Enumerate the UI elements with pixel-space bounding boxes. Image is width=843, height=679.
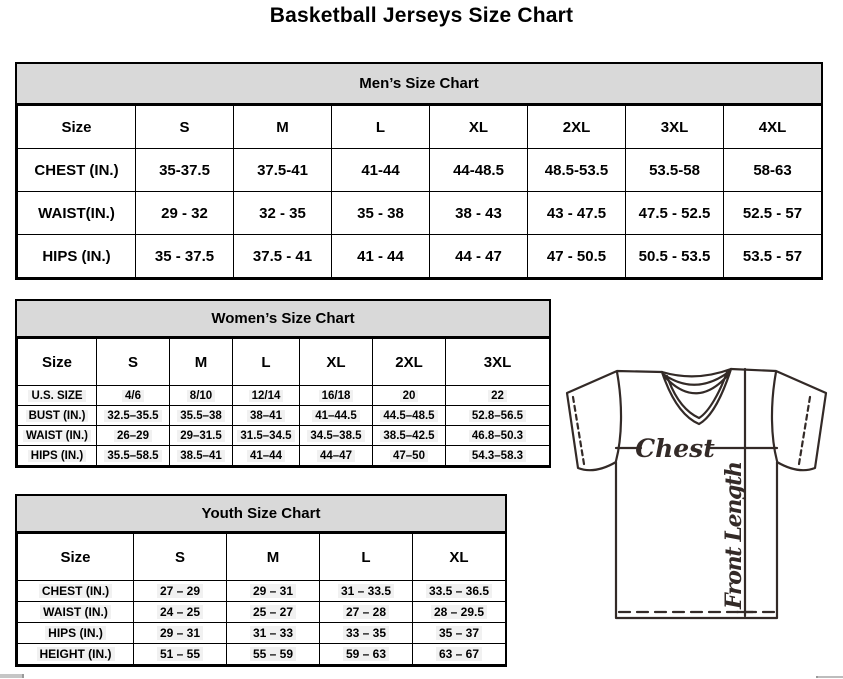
- size-column-header: S: [136, 106, 234, 149]
- measurement-row-label: WAIST (IN.): [18, 426, 97, 446]
- size-column-header: 2XL: [528, 106, 626, 149]
- size-value-cell: 31 – 33.5: [320, 581, 413, 602]
- size-value-cell: 32 - 35: [234, 192, 332, 235]
- size-value-cell: 35.5–38: [170, 406, 233, 426]
- size-value-cell: 33 – 35: [320, 623, 413, 644]
- size-value-cell: 51 – 55: [134, 644, 227, 665]
- size-value-cell: 16/18: [300, 386, 373, 406]
- size-value-cell: 59 – 63: [320, 644, 413, 665]
- size-column-header: M: [227, 534, 320, 581]
- size-value-cell: 44.5–48.5: [373, 406, 446, 426]
- size-value-cell: 47–50: [373, 446, 446, 466]
- size-value-cell: 8/10: [170, 386, 233, 406]
- size-value-cell: 37.5-41: [234, 149, 332, 192]
- measurement-row: [18, 426, 550, 446]
- size-column-header: 2XL: [373, 339, 446, 386]
- size-value-cell: 33.5 – 36.5: [413, 581, 506, 602]
- size-value-cell: 4/6: [97, 386, 170, 406]
- size-value-cell: 29 - 32: [136, 192, 234, 235]
- size-value-cell: 44-48.5: [430, 149, 528, 192]
- size-value-cell: 41 - 44: [332, 235, 430, 278]
- size-value-cell: 31 – 33: [227, 623, 320, 644]
- size-value-cell: 34.5–38.5: [300, 426, 373, 446]
- size-value-cell: 50.5 - 53.5: [626, 235, 724, 278]
- measurement-row-label: WAIST (IN.): [18, 602, 134, 623]
- size-value-cell: 29–31.5: [170, 426, 233, 446]
- size-column-header: L: [332, 106, 430, 149]
- size-value-cell: 35.5–58.5: [97, 446, 170, 466]
- size-value-cell: 38.5–41: [170, 446, 233, 466]
- size-column-header: L: [233, 339, 300, 386]
- size-column-header: S: [134, 534, 227, 581]
- size-value-cell: 20: [373, 386, 446, 406]
- size-value-cell: 52.8–56.5: [446, 406, 550, 426]
- size-column-header: M: [234, 106, 332, 149]
- size-column-header: M: [170, 339, 233, 386]
- size-value-cell: 32.5–35.5: [97, 406, 170, 426]
- size-value-cell: 35 - 38: [332, 192, 430, 235]
- size-column-header: XL: [430, 106, 528, 149]
- size-header-row: [18, 106, 822, 149]
- size-value-cell: 22: [446, 386, 550, 406]
- womens-table-title: Women’s Size Chart: [17, 301, 549, 338]
- measurement-row: [18, 602, 506, 623]
- mens-table-grid: [17, 105, 822, 278]
- size-value-cell: 54.3–58.3: [446, 446, 550, 466]
- collar-top-edge: [662, 369, 731, 376]
- size-value-cell: 12/14: [233, 386, 300, 406]
- measurement-row: [18, 192, 822, 235]
- size-value-cell: 29 – 31: [134, 623, 227, 644]
- size-value-cell: 53.5-58: [626, 149, 724, 192]
- page-title: Basketball Jerseys Size Chart: [269, 4, 574, 27]
- measurement-row: [18, 235, 822, 278]
- size-column-header: XL: [413, 534, 506, 581]
- front-length-label: Front Length: [721, 461, 747, 609]
- measurement-row: [18, 386, 550, 406]
- measurement-row: [18, 406, 550, 426]
- size-value-cell: 31.5–34.5: [233, 426, 300, 446]
- size-column-header: 4XL: [724, 106, 822, 149]
- size-value-cell: 41–44.5: [300, 406, 373, 426]
- left-cuff-dashed-line: [573, 397, 584, 464]
- size-value-cell: 48.5-53.5: [528, 149, 626, 192]
- size-column-header: L: [320, 534, 413, 581]
- youth-table-grid: [17, 533, 506, 665]
- measurement-row-label: CHEST (IN.): [18, 581, 134, 602]
- size-column-header: 3XL: [446, 339, 550, 386]
- size-value-cell: 53.5 - 57: [724, 235, 822, 278]
- size-value-cell: 44–47: [300, 446, 373, 466]
- measurement-row-label: HEIGHT (IN.): [18, 644, 134, 665]
- scrollbar-fragment-left: [0, 674, 24, 678]
- jersey-outline: [567, 369, 826, 618]
- measurement-row-label: U.S. SIZE: [18, 386, 97, 406]
- size-corner-header: Size: [18, 534, 134, 581]
- youth-size-chart: [15, 494, 507, 667]
- size-value-cell: 44 - 47: [430, 235, 528, 278]
- size-column-header: 3XL: [626, 106, 724, 149]
- size-corner-header: Size: [18, 106, 136, 149]
- mens-table-title: Men’s Size Chart: [17, 64, 821, 105]
- size-value-cell: 35 – 37: [413, 623, 506, 644]
- size-value-cell: 35 - 37.5: [136, 235, 234, 278]
- size-value-cell: 46.8–50.3: [446, 426, 550, 446]
- jersey-measurement-diagram: [557, 360, 839, 632]
- measurement-row-label: WAIST(IN.): [18, 192, 136, 235]
- size-value-cell: 38–41: [233, 406, 300, 426]
- size-value-cell: 63 – 67: [413, 644, 506, 665]
- size-value-cell: 55 – 59: [227, 644, 320, 665]
- mens-size-chart: [15, 62, 823, 280]
- scrollbar-fragment-right: [816, 676, 843, 678]
- size-corner-header: Size: [18, 339, 97, 386]
- size-value-cell: 25 – 27: [227, 602, 320, 623]
- measurement-row-label: BUST (IN.): [18, 406, 97, 426]
- size-value-cell: 28 – 29.5: [413, 602, 506, 623]
- size-header-row: [18, 534, 506, 581]
- size-value-cell: 37.5 - 41: [234, 235, 332, 278]
- size-value-cell: 43 - 47.5: [528, 192, 626, 235]
- right-cuff-dashed-line: [799, 397, 810, 464]
- measurement-row: [18, 623, 506, 644]
- womens-table-grid: [17, 338, 550, 466]
- size-value-cell: 41–44: [233, 446, 300, 466]
- measurement-row: [18, 149, 822, 192]
- measurement-row: [18, 581, 506, 602]
- measurement-row: [18, 644, 506, 665]
- size-value-cell: 41-44: [332, 149, 430, 192]
- youth-table-title: Youth Size Chart: [17, 496, 505, 533]
- size-value-cell: 58-63: [724, 149, 822, 192]
- size-header-row: [18, 339, 550, 386]
- size-value-cell: 27 – 28: [320, 602, 413, 623]
- size-column-header: XL: [300, 339, 373, 386]
- measurement-row-label: HIPS (IN.): [18, 446, 97, 466]
- size-value-cell: 27 – 29: [134, 581, 227, 602]
- measurement-row: [18, 446, 550, 466]
- measurement-row-label: HIPS (IN.): [18, 235, 136, 278]
- size-value-cell: 47.5 - 52.5: [626, 192, 724, 235]
- size-value-cell: 24 – 25: [134, 602, 227, 623]
- size-value-cell: 35-37.5: [136, 149, 234, 192]
- size-value-cell: 29 – 31: [227, 581, 320, 602]
- womens-size-chart: [15, 299, 551, 468]
- measurement-row-label: HIPS (IN.): [18, 623, 134, 644]
- measurement-row-label: CHEST (IN.): [18, 149, 136, 192]
- size-column-header: S: [97, 339, 170, 386]
- chest-label: Chest: [635, 434, 715, 463]
- size-value-cell: 52.5 - 57: [724, 192, 822, 235]
- size-value-cell: 26–29: [97, 426, 170, 446]
- size-value-cell: 38 - 43: [430, 192, 528, 235]
- size-value-cell: 38.5–42.5: [373, 426, 446, 446]
- size-value-cell: 47 - 50.5: [528, 235, 626, 278]
